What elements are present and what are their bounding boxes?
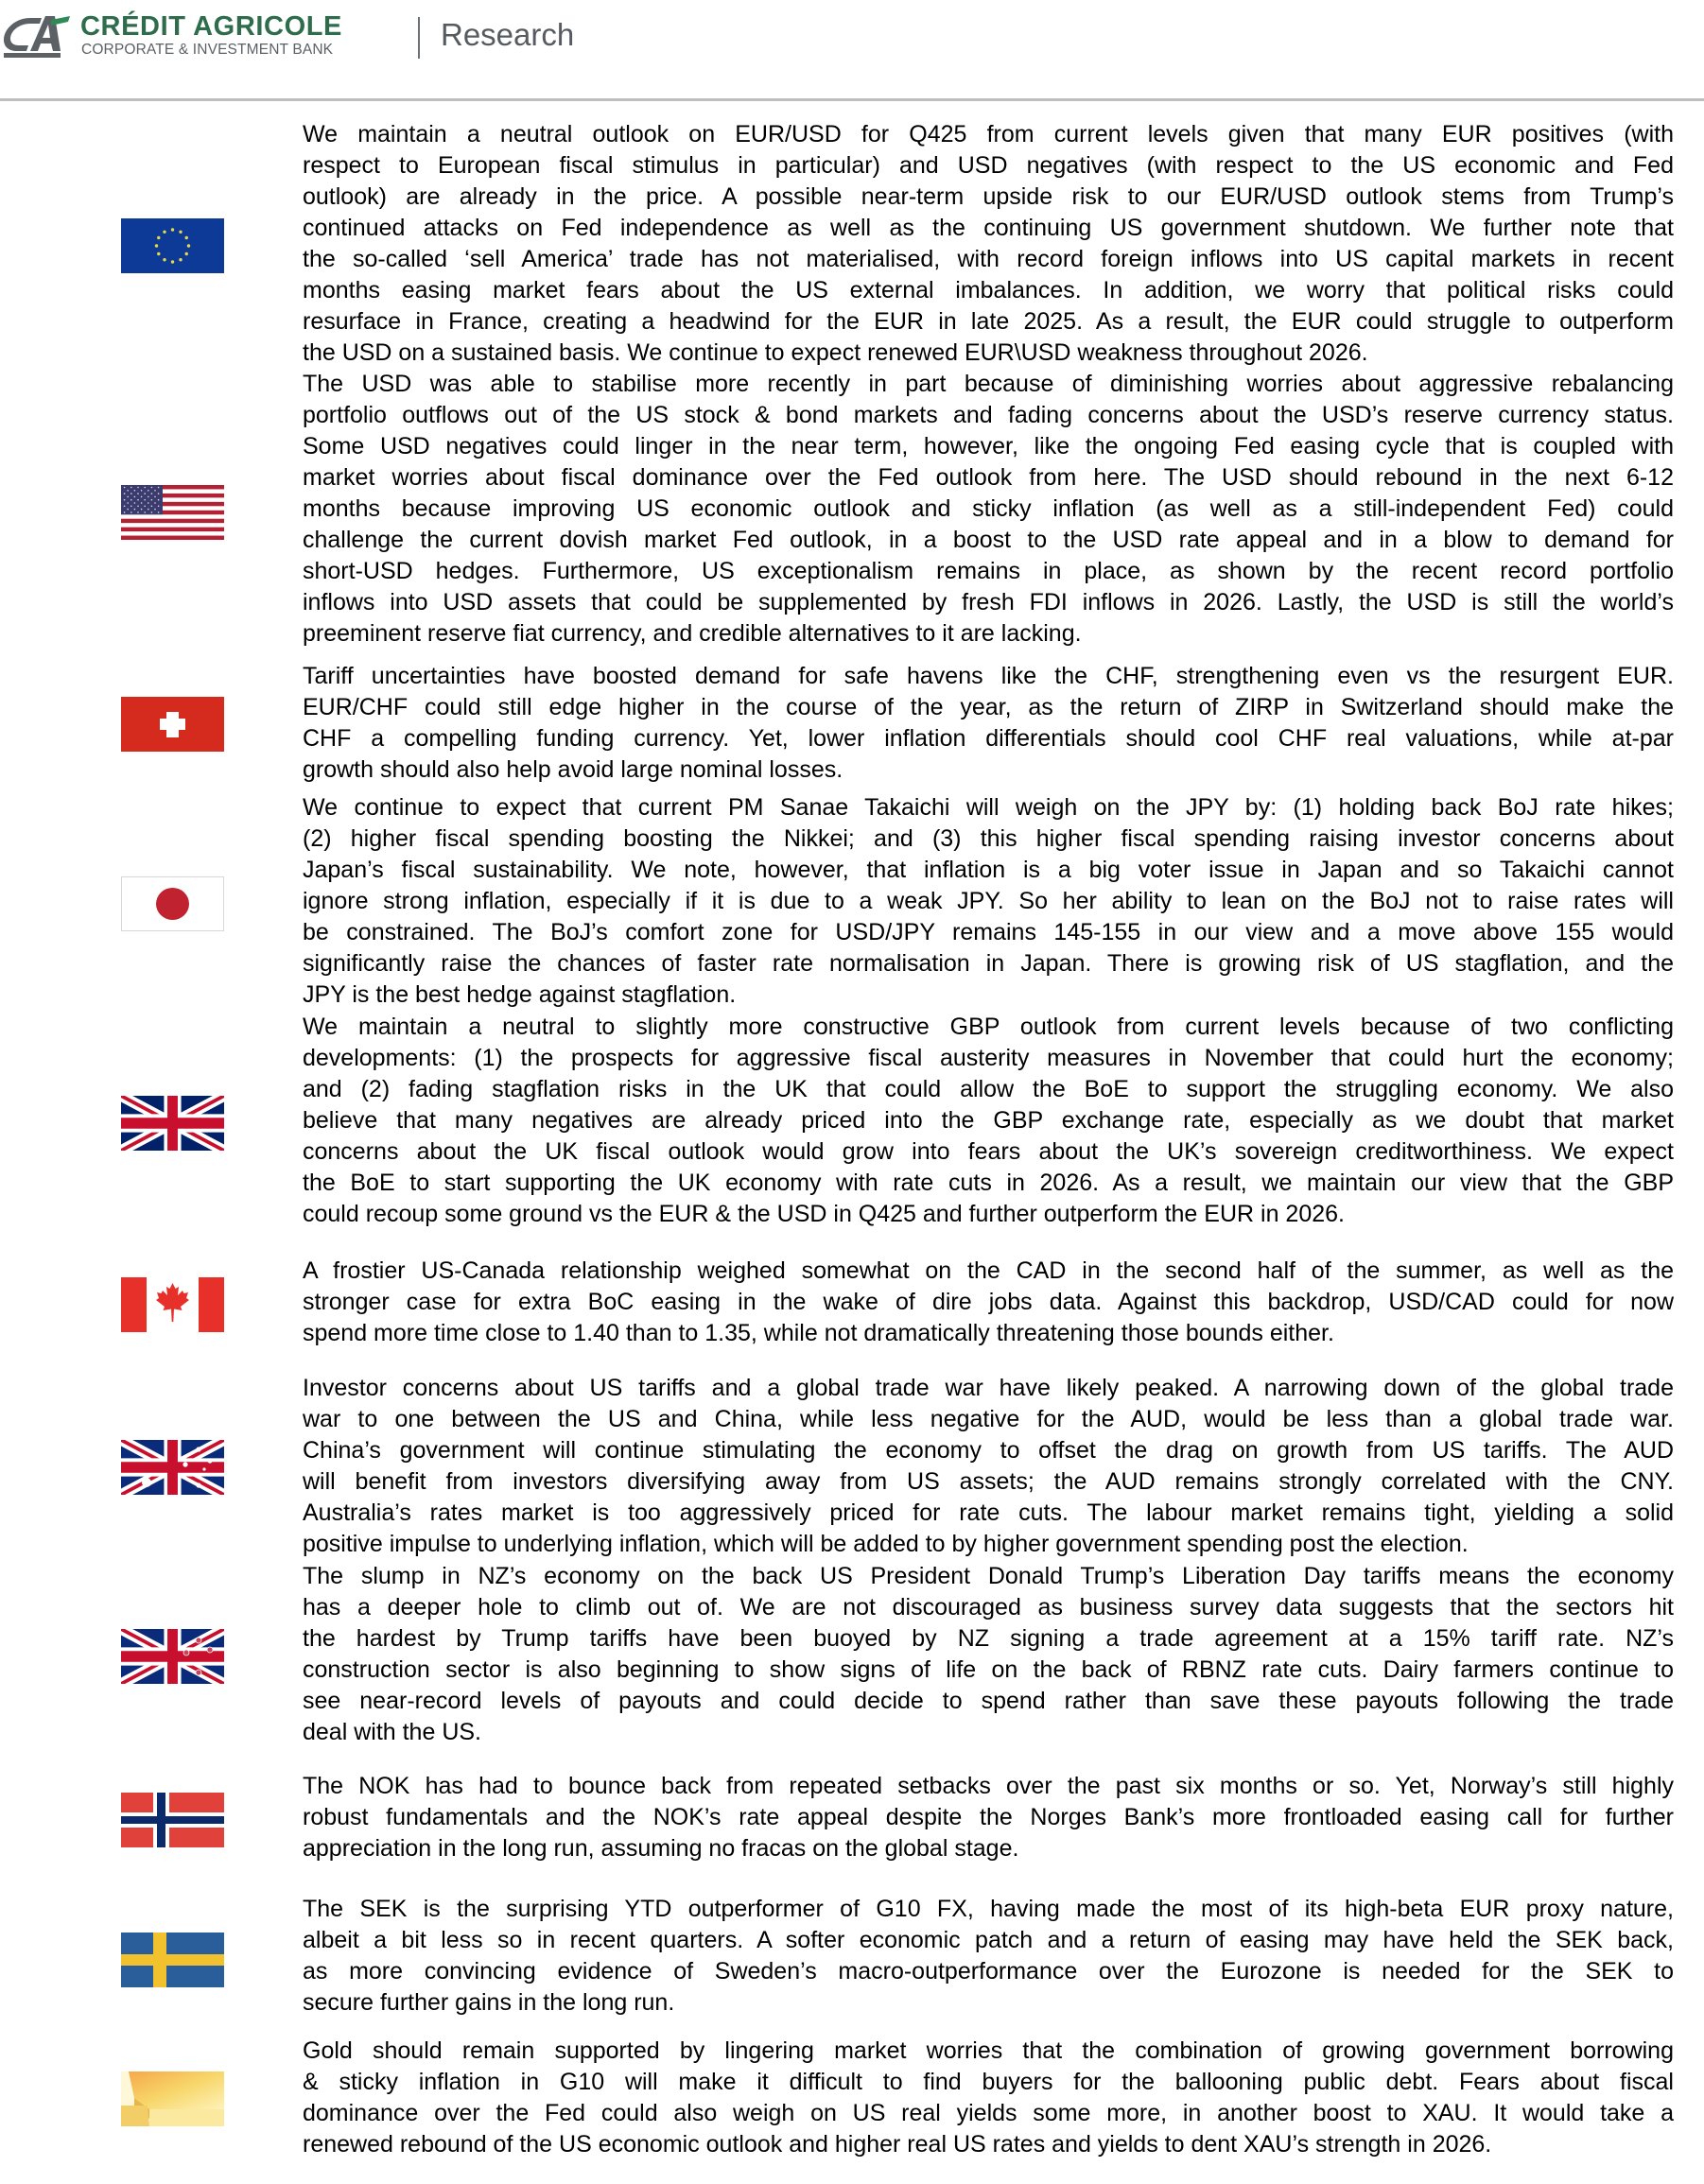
eu-flag-icon <box>121 218 224 273</box>
eu-star-icon <box>157 236 160 239</box>
eu-star-icon <box>185 236 188 239</box>
us-star-icon <box>141 509 143 511</box>
paragraph-line: continued attacks on Fed independence as well as the continuing US government shutdown. We further note that <box>303 215 1674 241</box>
eu-star-icon <box>185 252 188 255</box>
us-star-icon <box>130 506 132 508</box>
paragraph-line: believe that many negatives are already priced into the GBP exchange rate, especially as we doubt that market <box>303 1107 1674 1134</box>
paragraph-line: the BoE to start supporting the UK economy with rate cuts in 2026. As a result, we maintain our view that the GBP <box>303 1170 1674 1196</box>
paragraph-line: robust fundamentals and the NOK’s rate appeal despite the Norges Bank’s more frontloaded easing call for further <box>303 1804 1674 1830</box>
us-star-icon <box>151 511 153 513</box>
us-star-icon <box>130 493 132 494</box>
paragraph-line: We maintain a neutral to slightly more constructive GBP outlook from current levels because of two conflicting <box>303 1014 1674 1040</box>
paragraph-line: preeminent reserve fiat currency, and credible alternatives to it are lacking. <box>303 620 1082 647</box>
us-star-icon <box>154 509 156 511</box>
uk-flag-icon <box>121 1096 224 1151</box>
eu-star-icon <box>171 228 174 231</box>
outlook-paragraph <box>303 1373 1674 1560</box>
paragraph-line: concerns about the UK fiscal outlook would grow into fears about the UK’s sovereign creditworthiness. We expect <box>303 1138 1674 1165</box>
paragraph-line: ignore strong inflation, especially if it is due to a weak JPY. So her ability to lean on the BoJ not to raise rates will <box>303 888 1674 914</box>
paragraph-line: spend more time close to 1.40 than to 1.35, while not dramatically threatening those bounds either. <box>303 1320 1334 1346</box>
eu-star-icon <box>163 258 165 261</box>
paragraph-line: the so-called ‘sell America’ trade has not materialised, with record foreign inflows into US capital markets in recent <box>303 246 1674 272</box>
paragraph-line: China’s government will continue stimulating the economy to offset the drag on growth from US tariffs. The AUD <box>303 1437 1674 1464</box>
us-star-icon <box>148 496 149 498</box>
outlook-paragraph <box>303 2036 1674 2160</box>
outlook-paragraph <box>303 1894 1674 2019</box>
us-star-icon <box>130 499 132 501</box>
paragraph-line: the hardest by Trump tariffs have been buoyed by NZ signing a trade agreement at a 15% tariff rate. NZ’s <box>303 1625 1674 1652</box>
us-star-icon <box>144 506 146 508</box>
paragraph-line: as more convincing evidence of Sweden’s macro-outperformance over the Eurozone is needed for the SEK to <box>303 1958 1674 1985</box>
paragraph-line: dominance over the Fed could also weigh on US real yields some more, in another boost to XAU. It would take a <box>303 2100 1674 2126</box>
eu-star-icon <box>171 260 174 263</box>
canada-flag-icon <box>121 1277 224 1332</box>
paragraph-line: & sticky inflation in G10 will make it difficult to find buyers for the ballooning public debt. Fears about fiscal <box>303 2069 1674 2095</box>
outlook-paragraph <box>303 119 1674 369</box>
swiss-flag-icon <box>121 697 224 752</box>
brand-name: CRÉDIT AGRICOLE <box>80 11 342 42</box>
us-star-icon <box>134 496 136 498</box>
paragraph-line: JPY is the best hedge against stagflation. <box>303 981 737 1008</box>
paragraph-line: Investor concerns about US tariffs and a global trade war have likely peaked. A narrowing down of the global trade <box>303 1375 1674 1401</box>
paragraph-line: months because improving US economic outlook and sticky inflation (as well as a still-independent Fed) could <box>303 495 1674 522</box>
us-star-icon <box>134 502 136 504</box>
paragraph-line: growth should also help avoid large nominal losses. <box>303 756 843 783</box>
paragraph-line: and (2) fading stagflation risks in the UK that could allow the BoE to support the struggling economy. We also <box>303 1076 1674 1102</box>
us-star-icon <box>148 502 149 504</box>
us-star-icon <box>127 490 129 492</box>
australia-flag-icon <box>121 1440 224 1495</box>
paragraph-line: Tariff uncertainties have boosted demand for safe havens like the CHF, strengthening even vs the resurgent EUR. <box>303 663 1674 689</box>
us-star-icon <box>158 506 160 508</box>
paragraph-line: We continue to expect that current PM Sanae Takaichi will weigh on the JPY by: (1) holding back BoJ rate hikes; <box>303 794 1674 821</box>
outlook-paragraph <box>303 1256 1674 1349</box>
paragraph-line: Gold should remain supported by lingering market worries that the combination of growing government borrowing <box>303 2037 1674 2064</box>
us-star-icon <box>154 490 156 492</box>
us-star-icon <box>137 487 139 489</box>
paragraph-line: has a deeper hole to climb out of. We are not discouraged as business survey data suggests that the sectors hit <box>303 1594 1674 1621</box>
us-star-icon <box>148 509 149 511</box>
eu-star-icon <box>179 258 182 261</box>
paragraph-line: The SEK is the surprising YTD outperformer of G10 FX, having made the most of its high-beta EUR proxy nature, <box>303 1896 1674 1922</box>
us-star-icon <box>141 496 143 498</box>
us-star-icon <box>124 506 126 508</box>
outlook-paragraph <box>303 369 1674 650</box>
paragraph-line: renewed rebound of the US economic outlook and higher real US rates and yields to dent XAU’s strength in 2026. <box>303 2131 1492 2158</box>
us-star-icon <box>127 496 129 498</box>
eu-star-icon <box>187 244 190 247</box>
paragraph-line: deal with the US. <box>303 1719 481 1745</box>
page-header <box>0 0 1704 98</box>
paragraph-line: portfolio outflows out of the US stock & bond markets and fading concerns about the USD’s reserve currency status. <box>303 402 1674 428</box>
us-star-icon <box>148 490 149 492</box>
paragraph-line: be constrained. The BoJ’s comfort zone for USD/JPY remains 145-155 in our view and a move above 155 would <box>303 919 1674 945</box>
paragraph-line: resurface in France, creating a headwind for the EUR in late 2025. As a result, the EUR could struggle to outperform <box>303 308 1674 335</box>
norway-flag-icon <box>121 1793 224 1847</box>
paragraph-line: challenge the current dovish market Fed outlook, in a boost to the USD rate appeal and in a blow to demand for <box>303 527 1674 553</box>
header-divider <box>418 17 420 59</box>
paragraph-line: months easing market fears about the US external imbalances. In addition, we worry that political risks could <box>303 277 1674 303</box>
paragraph-line: The slump in NZ’s economy on the back US President Donald Trump’s Liberation Day tariffs means the economy <box>303 1563 1674 1589</box>
paragraph-line: construction sector is also beginning to show signs of life on the back of RBNZ rate cuts. Dairy farmers continue to <box>303 1656 1674 1683</box>
paragraph-line: Australia’s rates market is too aggressively priced for rate cuts. The labour market remains tight, yielding a solid <box>303 1499 1674 1526</box>
eu-star-icon <box>157 252 160 255</box>
paragraph-line: market worries about fiscal dominance over the Fed outlook from here. The USD should rebound in the next 6-12 <box>303 464 1674 491</box>
paragraph-line: stronger case for extra BoC easing in the wake of dire jobs data. Against this backdrop, USD/CAD could for now <box>303 1289 1674 1315</box>
outlook-paragraph <box>303 1561 1674 1748</box>
us-star-icon <box>124 499 126 501</box>
us-star-icon <box>151 499 153 501</box>
paragraph-line: Japan’s fiscal sustainability. We note, however, that inflation is a big voter issue in Japan and so Takaichi cannot <box>303 857 1674 883</box>
us-star-icon <box>144 487 146 489</box>
brand-subtitle: CORPORATE & INVESTMENT BANK <box>81 42 334 58</box>
paragraph-line: short-USD hedges. Furthermore, US exceptionalism remains in place, as shown by the recent record portfolio <box>303 558 1674 584</box>
paragraph-line: inflows into USD assets that could be supplemented by fresh FDI inflows in 2026. Lastly, the USD is still the world’s <box>303 589 1674 615</box>
paragraph-line: positive impulse to underlying inflation, which will be added to by higher government spending post the election. <box>303 1531 1469 1557</box>
outlook-paragraph <box>303 1012 1674 1230</box>
us-star-icon <box>158 499 160 501</box>
eu-star-icon <box>163 231 165 234</box>
eu-star-icon <box>155 244 158 247</box>
us-star-icon <box>144 499 146 501</box>
us-star-icon <box>137 511 139 513</box>
us-star-icon <box>127 509 129 511</box>
us-star-icon <box>124 487 126 489</box>
paragraph-line: respect to European fiscal stimulus in particular) and USD negatives (with respect to the US economic and Fed <box>303 152 1674 179</box>
eu-star-icon <box>179 231 182 234</box>
us-star-icon <box>151 487 153 489</box>
paragraph-line: could recoup some ground vs the EUR & the USD in Q425 and further outperform the EUR in 2026. <box>303 1201 1345 1227</box>
paragraph-line: developments: (1) the prospects for aggressive fiscal austerity measures in November that could hurt the economy; <box>303 1045 1674 1071</box>
paragraph-line: the USD on a sustained basis. We continue to expect renewed EUR\USD weakness throughout 2026. <box>303 339 1368 366</box>
paragraph-line: outlook) are already in the price. A possible near-term upside risk to our EUR/USD outlook stems from Trump’s <box>303 183 1674 210</box>
us-star-icon <box>158 487 160 489</box>
section-title: Research <box>441 17 575 52</box>
us-star-icon <box>141 502 143 504</box>
paragraph-line: appreciation in the long run, assuming no fracas on the global stage. <box>303 1835 1019 1862</box>
gold-bars-icon <box>121 2071 224 2126</box>
paragraph-line: CHF a compelling funding currency. Yet, lower inflation differentials should cool CHF real valuations, while at-par <box>303 725 1674 752</box>
paragraph-line: EUR/CHF could still edge higher in the course of the year, as the return of ZIRP in Switzerland should make the <box>303 694 1674 720</box>
paragraph-line: see near-record levels of payouts and could decide to spend rather than save these payouts following the trade <box>303 1688 1674 1714</box>
us-flag-icon <box>121 485 224 540</box>
sweden-flag-icon <box>121 1933 224 1987</box>
us-star-icon <box>137 506 139 508</box>
us-star-icon <box>127 502 129 504</box>
paragraph-line: Some USD negatives could linger in the near term, however, like the ongoing Fed easing cycle that is coupled with <box>303 433 1674 459</box>
paragraph-line: The USD was able to stabilise more recently in part because of diminishing worries about aggressive rebalancing <box>303 371 1674 397</box>
header-rule <box>0 98 1704 101</box>
us-star-icon <box>151 506 153 508</box>
us-star-icon <box>144 493 146 494</box>
paragraph-line: significantly raise the chances of faster rate normalisation in Japan. There is growing risk of US stagflation, and the <box>303 950 1674 977</box>
paragraph-line: A frostier US-Canada relationship weighed somewhat on the CAD in the second half of the summer, as well as the <box>303 1257 1674 1284</box>
us-star-icon <box>158 511 160 513</box>
credit-agricole-logo-icon <box>2 14 74 58</box>
paragraph-line: war to one between the US and China, while less negative for the AUD, would be less than a global trade war. <box>303 1406 1674 1432</box>
paragraph-line: secure further gains in the long run. <box>303 1989 675 2016</box>
us-star-icon <box>141 490 143 492</box>
us-star-icon <box>130 511 132 513</box>
outlook-paragraph <box>303 661 1674 786</box>
us-star-icon <box>144 511 146 513</box>
us-star-icon <box>124 493 126 494</box>
paragraph-line: albeit a bit less so in recent quarters. A softer economic patch and a return of easing may have held the SEK back, <box>303 1927 1674 1953</box>
us-star-icon <box>134 490 136 492</box>
paragraph-line: will benefit from investors diversifying away from US assets; the AUD remains strongly correlated with the CNY. <box>303 1468 1674 1495</box>
outlook-paragraph <box>303 792 1674 1011</box>
japan-flag-icon <box>121 876 224 931</box>
outlook-paragraph <box>303 1771 1674 1864</box>
us-star-icon <box>151 493 153 494</box>
us-star-icon <box>134 509 136 511</box>
us-star-icon <box>137 499 139 501</box>
new-zealand-flag-icon <box>121 1629 224 1684</box>
paragraph-line: The NOK has had to bounce back from repeated setbacks over the past six months or so. Yet, Norway’s still highly <box>303 1773 1674 1799</box>
paragraph-line: We maintain a neutral outlook on EUR/USD for Q425 from current levels given that many EUR positives (with <box>303 121 1674 147</box>
us-star-icon <box>154 502 156 504</box>
us-star-icon <box>124 511 126 513</box>
us-star-icon <box>137 493 139 494</box>
us-star-icon <box>158 493 160 494</box>
us-star-icon <box>154 496 156 498</box>
paragraph-line: (2) higher fiscal spending boosting the Nikkei; and (3) this higher fiscal spending raising investor concerns about <box>303 825 1674 852</box>
us-star-icon <box>130 487 132 489</box>
